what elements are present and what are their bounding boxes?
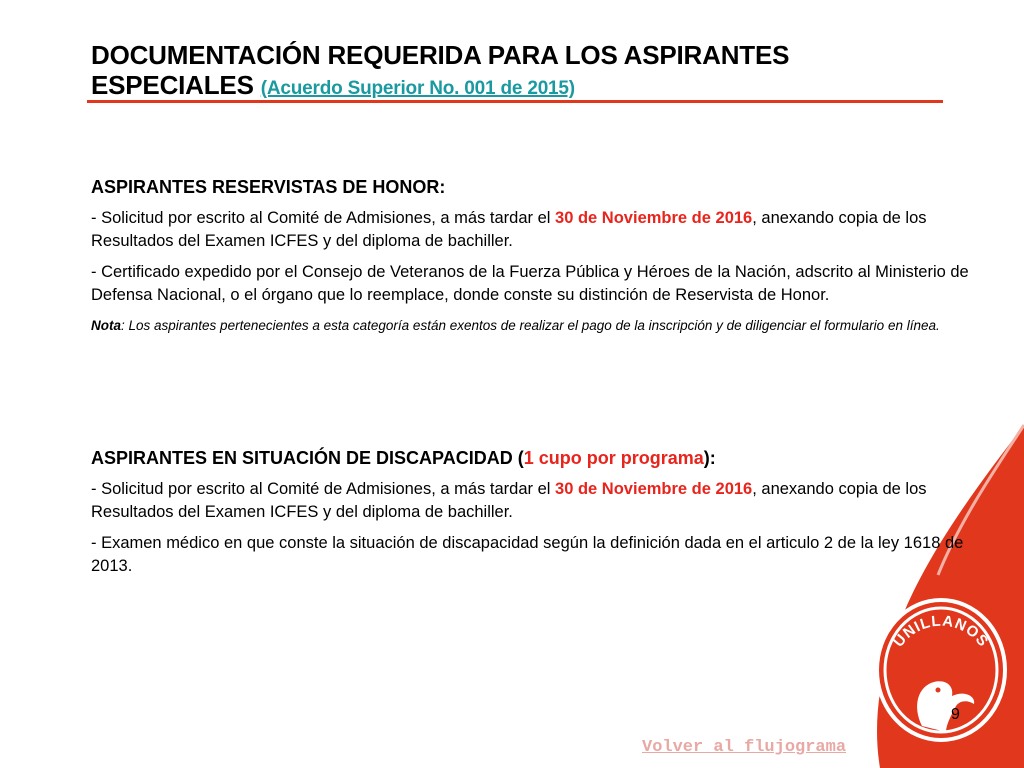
deadline-date: 30 de Noviembre de 2016 (555, 480, 753, 498)
section-discapacidad (91, 446, 971, 586)
page-number: 9 (951, 706, 960, 723)
requirement-item (91, 478, 971, 524)
deadline-date: 30 de Noviembre de 2016 (555, 209, 753, 227)
note-label: Nota (91, 318, 121, 333)
quota-highlight: 1 cupo por programa (523, 448, 704, 468)
section-reservistas (91, 175, 971, 336)
svg-text:UNILLANOS: UNILLANOS (890, 612, 992, 651)
title-subtitle: (Acuerdo Superior No. 001 de 2015) (260, 78, 575, 99)
requirement-item (91, 207, 971, 253)
requirement-item: - Examen médico en que conste la situación de discapacidad según la definición dada en el articulo 2 de la ley 1618 de 2013. (91, 534, 964, 575)
page-title (91, 40, 931, 104)
note-text: : Los aspirantes pertenecientes a esta categoría están exentos de realizar el pago de la inscripción y de diligenciar el formulario en línea. (121, 318, 940, 333)
unillanos-logo-icon (872, 586, 1010, 746)
section-heading (91, 446, 971, 470)
requirement-text: - Solicitud por escrito al Comité de Admisiones, a más tardar el (91, 209, 556, 227)
heading-text: ASPIRANTES EN SITUACIÓN DE DISCAPACIDAD ( (91, 448, 524, 468)
title-underline-rule (87, 100, 943, 103)
back-to-flowchart-link[interactable]: Volver al flujograma (642, 738, 847, 757)
section-heading: ASPIRANTES RESERVISTAS DE HONOR: (91, 177, 446, 197)
requirement-text: , anexando copia de los Resultados del Examen ICFES y del diploma de bachiller. (91, 480, 927, 521)
requirement-text: - Solicitud por escrito al Comité de Admisiones, a más tardar el (91, 480, 556, 498)
note (91, 315, 971, 336)
requirement-text: , anexando copia de los Resultados del Examen ICFES y del diploma de bachiller. (91, 209, 927, 250)
requirement-item: - Certificado expedido por el Consejo de Veteranos de la Fuerza Pública y Héroes de la Nación, adscrito al Ministerio de Defensa Nacional, o el órgano que lo reemplace, donde conste su distinción de Reservista de Honor. (91, 263, 969, 304)
heading-text: ): (703, 448, 716, 468)
title-main: DOCUMENTACIÓN REQUERIDA PARA LOS ASPIRANTES ESPECIALES (91, 40, 790, 100)
